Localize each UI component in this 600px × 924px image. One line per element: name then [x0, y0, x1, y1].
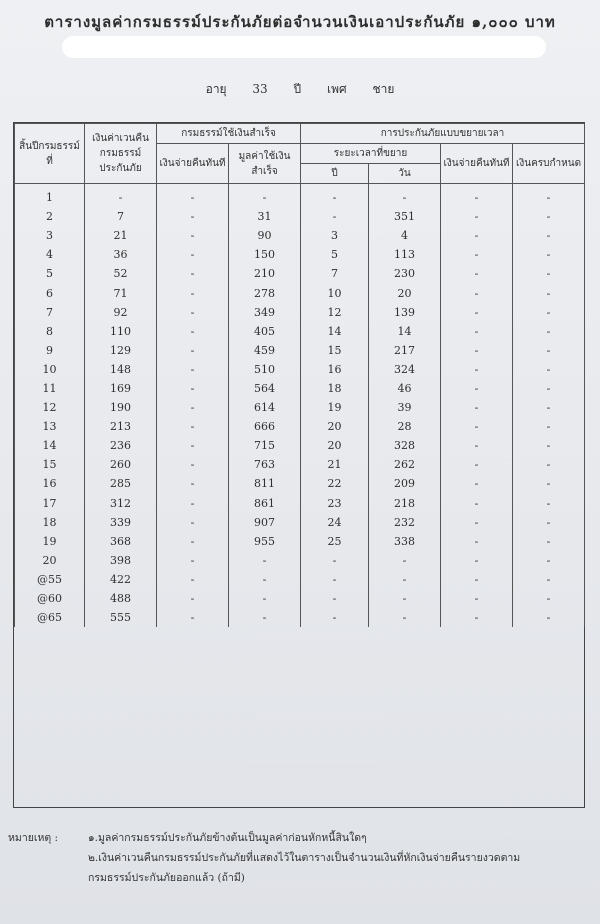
cell-paid-up-value: 150: [229, 245, 301, 264]
cell-cash-value: 148: [85, 360, 157, 379]
cell-cash-value: 110: [85, 322, 157, 341]
cell-paid-up-cash-refund: -: [157, 532, 229, 551]
cell-extended-cash-refund: -: [441, 303, 513, 322]
cell-extended-days: 14: [369, 322, 441, 341]
cell-maturity: -: [513, 360, 585, 379]
cell-extended-cash-refund: -: [441, 341, 513, 360]
cell-maturity: -: [513, 207, 585, 226]
cell-paid-up-value: 907: [229, 513, 301, 532]
cell-extended-cash-refund: -: [441, 513, 513, 532]
cell-paid-up-cash-refund: -: [157, 551, 229, 570]
cell-paid-up-cash-refund: -: [157, 436, 229, 455]
note-2-line-2: กรมธรรม์ประกันภัยออกแล้ว (ถ้ามี): [88, 872, 245, 884]
cell-extended-cash-refund: -: [441, 226, 513, 245]
page-title: ตารางมูลค่ากรมธรรม์ประกันภัยต่อจำนวนเงินเอาประกันภัย ๑,๐๐๐ บาท: [44, 13, 556, 31]
cell-extended-days: -: [369, 184, 441, 208]
cell-paid-up-cash-refund: -: [157, 245, 229, 264]
cell-cash-value: 71: [85, 283, 157, 302]
cell-maturity: -: [513, 608, 585, 627]
cell-paid-up-value: -: [229, 570, 301, 589]
cell-extended-years: -: [301, 589, 369, 608]
cell-paid-up-value: 861: [229, 494, 301, 513]
cell-paid-up-value: -: [229, 589, 301, 608]
cell-paid-up-cash-refund: -: [157, 417, 229, 436]
cell-extended-years: 20: [301, 417, 369, 436]
table-row: [15, 532, 585, 551]
table-row: [15, 226, 585, 245]
table-body: [15, 184, 585, 628]
cell-extended-days: 338: [369, 532, 441, 551]
cell-extended-days: 4: [369, 226, 441, 245]
table-row: [15, 303, 585, 322]
cell-end-of-year: 10: [15, 360, 85, 379]
cell-cash-value: 36: [85, 245, 157, 264]
cell-extended-cash-refund: -: [441, 494, 513, 513]
cell-extended-days: 328: [369, 436, 441, 455]
cell-paid-up-value: 955: [229, 532, 301, 551]
cell-paid-up-cash-refund: -: [157, 184, 229, 208]
header-days: วัน: [369, 164, 441, 184]
cell-extended-cash-refund: -: [441, 207, 513, 226]
cell-extended-years: 5: [301, 245, 369, 264]
cell-extended-years: 16: [301, 360, 369, 379]
cell-extended-years: 19: [301, 398, 369, 417]
cell-maturity: -: [513, 455, 585, 474]
cell-extended-days: 218: [369, 494, 441, 513]
cell-cash-value: 285: [85, 474, 157, 493]
note-1: ๑.มูลค่ากรมธรรม์ประกันภัยข้างต้นเป็นมูลค่าก่อนหักหนี้สินใดๆ: [88, 832, 367, 844]
table-row: [15, 360, 585, 379]
note-2-line-1: ๒.เงินค่าเวนคืนกรมธรรม์ประกันภัยที่แสดงไว้ในตารางเป็นจำนวนเงินที่หักเงินจ่ายคืนรายงวดตาม: [88, 852, 521, 864]
cell-cash-value: 236: [85, 436, 157, 455]
cell-paid-up-cash-refund: -: [157, 264, 229, 283]
cell-end-of-year: @65: [15, 608, 85, 627]
cell-paid-up-cash-refund: -: [157, 455, 229, 474]
cell-paid-up-value: 31: [229, 207, 301, 226]
table-row: [15, 474, 585, 493]
cell-cash-value: 52: [85, 264, 157, 283]
insured-info: [0, 80, 600, 99]
cell-maturity: -: [513, 226, 585, 245]
cell-maturity: -: [513, 245, 585, 264]
cell-paid-up-cash-refund: -: [157, 398, 229, 417]
cell-maturity: -: [513, 184, 585, 208]
cell-maturity: -: [513, 303, 585, 322]
cell-end-of-year: 14: [15, 436, 85, 455]
cell-extended-days: 39: [369, 398, 441, 417]
cell-paid-up-value: 614: [229, 398, 301, 417]
cell-paid-up-value: 90: [229, 226, 301, 245]
cell-end-of-year: 4: [15, 245, 85, 264]
cell-paid-up-cash-refund: -: [157, 570, 229, 589]
table-row: [15, 436, 585, 455]
sex-label: เพศ: [326, 82, 347, 96]
cell-extended-years: 20: [301, 436, 369, 455]
cell-extended-years: 3: [301, 226, 369, 245]
cell-extended-days: 113: [369, 245, 441, 264]
cell-extended-days: 46: [369, 379, 441, 398]
table-row: [15, 417, 585, 436]
cell-extended-days: -: [369, 589, 441, 608]
cell-cash-value: 312: [85, 494, 157, 513]
cell-extended-days: 232: [369, 513, 441, 532]
cell-paid-up-value: 459: [229, 341, 301, 360]
cell-extended-days: 28: [369, 417, 441, 436]
cell-extended-cash-refund: -: [441, 398, 513, 417]
cell-paid-up-value: 811: [229, 474, 301, 493]
table-row: [15, 551, 585, 570]
redaction-bar: [62, 36, 546, 58]
cell-cash-value: 368: [85, 532, 157, 551]
age-value: 33: [252, 82, 268, 96]
table-row: [15, 264, 585, 283]
cell-extended-days: 324: [369, 360, 441, 379]
cell-extended-years: -: [301, 551, 369, 570]
table-row: [15, 455, 585, 474]
header-maturity: เงินครบกำหนด: [513, 144, 585, 184]
header-paid-up-group: กรมธรรม์ใช้เงินสำเร็จ: [157, 124, 301, 144]
cell-end-of-year: 16: [15, 474, 85, 493]
cell-maturity: -: [513, 341, 585, 360]
cell-extended-years: -: [301, 570, 369, 589]
cell-extended-cash-refund: -: [441, 474, 513, 493]
cell-maturity: -: [513, 494, 585, 513]
cell-paid-up-cash-refund: -: [157, 226, 229, 245]
cell-extended-days: 20: [369, 283, 441, 302]
cell-extended-years: -: [301, 608, 369, 627]
cell-extended-days: 262: [369, 455, 441, 474]
cell-maturity: -: [513, 283, 585, 302]
cell-extended-years: 22: [301, 474, 369, 493]
cell-maturity: -: [513, 379, 585, 398]
cell-cash-value: 488: [85, 589, 157, 608]
cell-paid-up-value: 715: [229, 436, 301, 455]
cell-extended-years: -: [301, 207, 369, 226]
header-paid-up-cash-refund: เงินจ่ายคืนทันที: [157, 144, 229, 184]
table-row: [15, 207, 585, 226]
cell-paid-up-cash-refund: -: [157, 474, 229, 493]
cell-paid-up-cash-refund: -: [157, 513, 229, 532]
cell-extended-cash-refund: -: [441, 379, 513, 398]
cell-maturity: -: [513, 474, 585, 493]
cell-end-of-year: 12: [15, 398, 85, 417]
header-extended-period: ระยะเวลาที่ขยาย: [301, 144, 441, 164]
cell-extended-cash-refund: -: [441, 417, 513, 436]
cell-end-of-year: 18: [15, 513, 85, 532]
cell-end-of-year: 5: [15, 264, 85, 283]
cell-cash-value: 339: [85, 513, 157, 532]
cell-paid-up-cash-refund: -: [157, 283, 229, 302]
header-years: ปี: [301, 164, 369, 184]
cell-extended-cash-refund: -: [441, 184, 513, 208]
cell-extended-years: 24: [301, 513, 369, 532]
cell-cash-value: 213: [85, 417, 157, 436]
cell-paid-up-cash-refund: -: [157, 207, 229, 226]
cell-paid-up-cash-refund: -: [157, 589, 229, 608]
cell-maturity: -: [513, 398, 585, 417]
cell-maturity: -: [513, 322, 585, 341]
cell-paid-up-value: 510: [229, 360, 301, 379]
table-row: [15, 184, 585, 208]
cell-extended-days: -: [369, 551, 441, 570]
cell-extended-cash-refund: -: [441, 532, 513, 551]
cell-cash-value: 260: [85, 455, 157, 474]
cell-extended-years: 15: [301, 341, 369, 360]
cell-extended-cash-refund: -: [441, 608, 513, 627]
cell-end-of-year: 19: [15, 532, 85, 551]
cell-extended-cash-refund: -: [441, 283, 513, 302]
cell-extended-years: 25: [301, 532, 369, 551]
cell-paid-up-cash-refund: -: [157, 341, 229, 360]
cell-paid-up-cash-refund: -: [157, 303, 229, 322]
cell-cash-value: -: [85, 184, 157, 208]
cell-end-of-year: 8: [15, 322, 85, 341]
table-row: [15, 513, 585, 532]
cell-extended-cash-refund: -: [441, 322, 513, 341]
cell-maturity: -: [513, 589, 585, 608]
table-row: [15, 341, 585, 360]
header-cash-value: เงินค่าเวนคืนกรมธรรม์ประกันภัย: [85, 124, 157, 184]
cell-extended-years: 10: [301, 283, 369, 302]
cell-cash-value: 555: [85, 608, 157, 627]
notes-label: หมายเหตุ :: [8, 832, 59, 844]
cell-extended-cash-refund: -: [441, 589, 513, 608]
cell-end-of-year: 7: [15, 303, 85, 322]
table-row: [15, 283, 585, 302]
cell-end-of-year: 17: [15, 494, 85, 513]
cell-extended-cash-refund: -: [441, 245, 513, 264]
cell-paid-up-value: 278: [229, 283, 301, 302]
cell-paid-up-cash-refund: -: [157, 494, 229, 513]
cell-end-of-year: 3: [15, 226, 85, 245]
table-row: [15, 245, 585, 264]
cell-end-of-year: @60: [15, 589, 85, 608]
cell-end-of-year: 6: [15, 283, 85, 302]
cell-extended-cash-refund: -: [441, 570, 513, 589]
cell-maturity: -: [513, 551, 585, 570]
cell-paid-up-cash-refund: -: [157, 379, 229, 398]
cell-end-of-year: @55: [15, 570, 85, 589]
cell-end-of-year: 13: [15, 417, 85, 436]
cell-extended-cash-refund: -: [441, 264, 513, 283]
sex-value: ชาย: [372, 82, 395, 96]
cell-extended-cash-refund: -: [441, 360, 513, 379]
cell-paid-up-value: 564: [229, 379, 301, 398]
table-row: [15, 589, 585, 608]
header-extended-group: การประกันภัยแบบขยายเวลา: [301, 124, 585, 144]
cell-paid-up-value: 666: [229, 417, 301, 436]
cell-extended-years: 23: [301, 494, 369, 513]
cell-cash-value: 422: [85, 570, 157, 589]
cell-extended-years: 14: [301, 322, 369, 341]
header-end-of-year: สิ้นปีกรมธรรม์ที่: [15, 124, 85, 184]
table-row: [15, 322, 585, 341]
cell-maturity: -: [513, 513, 585, 532]
cell-paid-up-value: -: [229, 608, 301, 627]
cell-extended-days: 230: [369, 264, 441, 283]
cell-cash-value: 398: [85, 551, 157, 570]
cell-paid-up-value: 763: [229, 455, 301, 474]
cell-cash-value: 7: [85, 207, 157, 226]
header-extended-cash-refund: เงินจ่ายคืนทันที: [441, 144, 513, 184]
cell-end-of-year: 1: [15, 184, 85, 208]
table-row: [15, 494, 585, 513]
cell-paid-up-cash-refund: -: [157, 322, 229, 341]
cell-extended-cash-refund: -: [441, 436, 513, 455]
cell-maturity: -: [513, 532, 585, 551]
cell-end-of-year: 2: [15, 207, 85, 226]
table-row: [15, 379, 585, 398]
cell-extended-years: 7: [301, 264, 369, 283]
cell-extended-years: 21: [301, 455, 369, 474]
cell-cash-value: 129: [85, 341, 157, 360]
cell-paid-up-value: 210: [229, 264, 301, 283]
cell-paid-up-cash-refund: -: [157, 608, 229, 627]
cell-extended-cash-refund: -: [441, 455, 513, 474]
cell-extended-years: 12: [301, 303, 369, 322]
cell-extended-cash-refund: -: [441, 551, 513, 570]
notes-section: [8, 828, 593, 888]
cell-paid-up-value: -: [229, 551, 301, 570]
age-unit: ปี: [293, 82, 302, 96]
cell-end-of-year: 11: [15, 379, 85, 398]
cell-cash-value: 92: [85, 303, 157, 322]
cell-extended-days: 217: [369, 341, 441, 360]
cell-end-of-year: 9: [15, 341, 85, 360]
age-label: อายุ: [205, 82, 227, 96]
cell-extended-days: 139: [369, 303, 441, 322]
table-row: [15, 570, 585, 589]
cell-maturity: -: [513, 570, 585, 589]
cell-paid-up-value: 405: [229, 322, 301, 341]
cell-maturity: -: [513, 264, 585, 283]
cell-paid-up-cash-refund: -: [157, 360, 229, 379]
header-paid-up-value: มูลค่าใช้เงินสำเร็จ: [229, 144, 301, 184]
table-row: [15, 398, 585, 417]
cell-extended-days: -: [369, 570, 441, 589]
cell-maturity: -: [513, 417, 585, 436]
cell-end-of-year: 15: [15, 455, 85, 474]
cell-extended-days: -: [369, 608, 441, 627]
cell-cash-value: 21: [85, 226, 157, 245]
policy-value-table: [13, 122, 585, 808]
cell-cash-value: 190: [85, 398, 157, 417]
cell-extended-years: -: [301, 184, 369, 208]
cell-end-of-year: 20: [15, 551, 85, 570]
cell-extended-days: 209: [369, 474, 441, 493]
cell-extended-days: 351: [369, 207, 441, 226]
cell-paid-up-value: -: [229, 184, 301, 208]
cell-cash-value: 169: [85, 379, 157, 398]
cell-paid-up-value: 349: [229, 303, 301, 322]
cell-maturity: -: [513, 436, 585, 455]
table-row: [15, 608, 585, 627]
cell-extended-years: 18: [301, 379, 369, 398]
